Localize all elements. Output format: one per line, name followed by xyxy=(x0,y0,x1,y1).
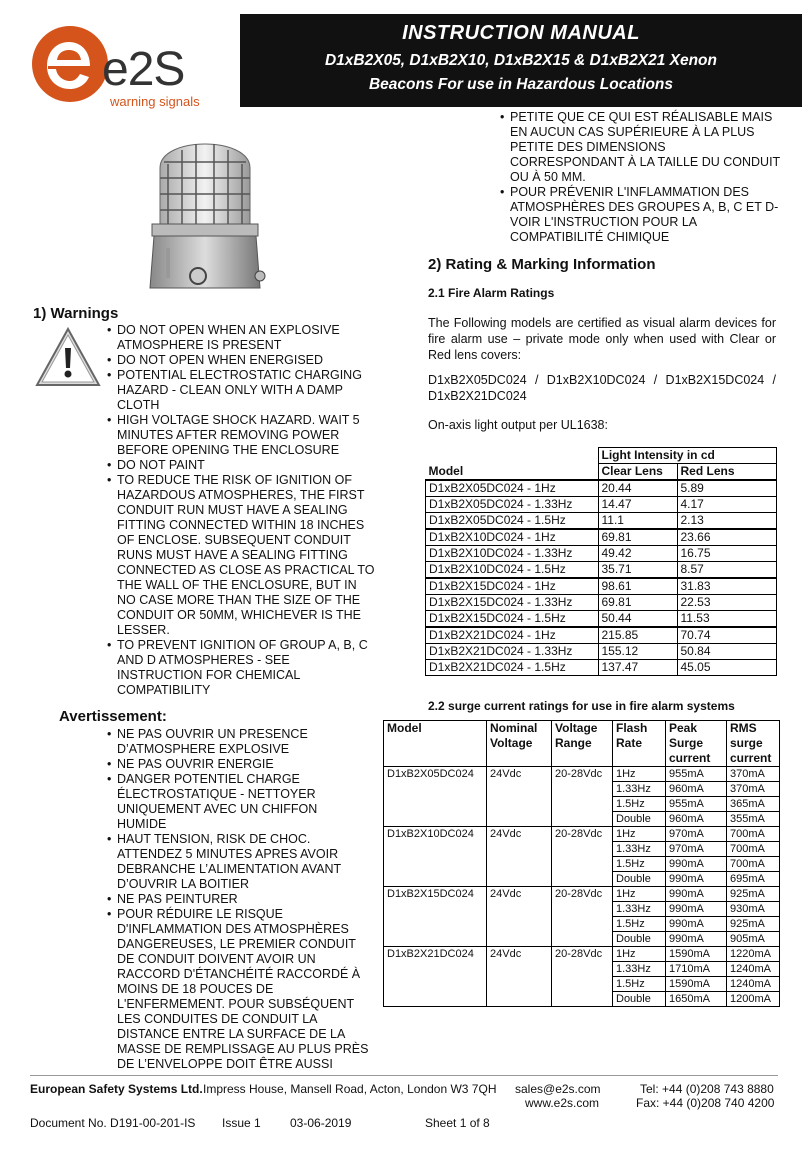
cell-model: D1xB2X15DC024 - 1.33Hz xyxy=(426,595,599,611)
cell-model: D1xB2X21DC024 xyxy=(384,947,487,1007)
list-item xyxy=(107,892,369,907)
cell-clear-lens: 20.44 xyxy=(598,480,677,497)
cell-peak-surge: 990mA xyxy=(666,872,727,887)
models-line: D1xB2X05DC024 / D1xB2X10DC024 / D1xB2X15DC024 / D1xB2X21DC024 xyxy=(428,373,776,403)
doc-subtitle-line2: Beacons For use in Hazardous Locations xyxy=(368,76,674,93)
table-row xyxy=(426,562,777,579)
fire-alarm-paragraph: The Following models are certified as visual alarm devices for fire alarm use – private mode only when used with Clear or Red lens covers: xyxy=(428,316,776,362)
bullet-text: POTENTIAL ELECTROSTATIC CHARGING HAZARD - CLEAN ONLY WITH A DAMP CLOTH xyxy=(117,368,362,412)
cell-flash-rate: Double xyxy=(613,992,666,1007)
list-item xyxy=(107,832,369,892)
bullet-text: DO NOT PAINT xyxy=(117,458,205,472)
cell-peak-surge: 1710mA xyxy=(666,962,727,977)
list-item xyxy=(500,185,780,245)
table-row xyxy=(426,660,777,676)
cell-model: D1xB2X10DC024 - 1.33Hz xyxy=(426,546,599,562)
bullet-text: HAUT TENSION, RISK DE CHOC. ATTENDEZ 5 MINUTES APRES AVOIR DEBRANCHE L’ALIMENTATION AVANT D’OUVRIR LA BOITIER xyxy=(117,832,341,891)
footer-tel: Tel: +44 (0)208 743 8880 xyxy=(640,1082,774,1096)
table-row xyxy=(426,546,777,562)
bullet-text: POUR RÉDUIRE LE RISQUE D'INFLAMMATION DES ATMOSPHÈRES DANGEREUSES, LE PREMIER CONDUIT DE CONDUIT DOIVENT AVOIR UN RACCORD D'ÉTANCHÉITÉ RACCORDÉ À MOINS DE 18 POUCES DE L'ENFERMEMENT. POUR SUBSÉQUENT LES CONDUITES DE CONDUIT LA DISTANCE ENTRE LA SURFACE DE LA MASSE DE REMPLISSAGE AU PLUS PRÈS DE L’ENVELOPPE DOIT ÊTRE AUSSI xyxy=(117,907,369,1071)
cell-red-lens: 45.05 xyxy=(677,660,777,676)
cell-model: D1xB2X10DC024 xyxy=(384,827,487,887)
cell-clear-lens: 49.42 xyxy=(598,546,677,562)
cell-rms-surge: 365mA xyxy=(727,797,780,812)
list-item xyxy=(107,458,375,473)
cell-peak-surge: 990mA xyxy=(666,932,727,947)
cell-flash-rate: 1.33Hz xyxy=(613,842,666,857)
table-row xyxy=(384,767,780,782)
cell-peak-surge: 990mA xyxy=(666,857,727,872)
cell-flash-rate: 1.5Hz xyxy=(613,977,666,992)
cell-red-lens: 11.53 xyxy=(677,611,777,628)
header-red-lens: Red Lens xyxy=(677,464,777,481)
cell-flash-rate: 1Hz xyxy=(613,767,666,782)
cell-red-lens: 31.83 xyxy=(677,578,777,595)
cell-rms-surge: 925mA xyxy=(727,917,780,932)
bullet-text: POUR PRÉVENIR L'INFLAMMATION DES ATMOSPHÈRES DES GROUPES A, B, C ET D-VOIR L'INSTRUCTION POUR LA COMPATIBILITÉ CHIMIQUE xyxy=(510,185,779,244)
cell-flash-rate: 1.33Hz xyxy=(613,782,666,797)
cell-red-lens: 50.84 xyxy=(677,644,777,660)
cell-model: D1xB2X15DC024 - 1Hz xyxy=(426,578,599,595)
bullet-text: NE PAS OUVRIR ENERGIE xyxy=(117,757,274,771)
cell-peak-surge: 970mA xyxy=(666,827,727,842)
table-row xyxy=(426,644,777,660)
cell-nominal-voltage: 24Vdc xyxy=(487,887,552,947)
cell-rms-surge: 1240mA xyxy=(727,962,780,977)
light-intensity-table xyxy=(425,447,777,676)
cell-rms-surge: 1240mA xyxy=(727,977,780,992)
header-peak-surge: Peak Surge current xyxy=(666,721,727,767)
cell-rms-surge: 1200mA xyxy=(727,992,780,1007)
list-item xyxy=(107,638,375,698)
cell-peak-surge: 960mA xyxy=(666,782,727,797)
cell-red-lens: 23.66 xyxy=(677,529,777,546)
list-item xyxy=(107,368,375,413)
cell-voltage-range: 20-28Vdc xyxy=(552,947,613,1007)
table-row xyxy=(426,595,777,611)
cell-model: D1xB2X05DC024 - 1.33Hz xyxy=(426,497,599,513)
cell-flash-rate: 1Hz xyxy=(613,947,666,962)
header-clear-lens: Clear Lens xyxy=(598,464,677,481)
cell-peak-surge: 960mA xyxy=(666,812,727,827)
cell-flash-rate: 1Hz xyxy=(613,887,666,902)
cell-flash-rate: 1.5Hz xyxy=(613,917,666,932)
cell-model: D1xB2X05DC024 - 1Hz xyxy=(426,480,599,497)
table-row xyxy=(426,513,777,530)
bullet-text: HIGH VOLTAGE SHOCK HAZARD. WAIT 5 MINUTES AFTER REMOVING POWER BEFORE OPENING THE ENCLOSURE xyxy=(117,413,360,457)
cell-model: D1xB2X10DC024 - 1.5Hz xyxy=(426,562,599,579)
cell-rms-surge: 355mA xyxy=(727,812,780,827)
cell-rms-surge: 700mA xyxy=(727,827,780,842)
cell-clear-lens: 155.12 xyxy=(598,644,677,660)
cell-rms-surge: 695mA xyxy=(727,872,780,887)
bullet-text: DO NOT OPEN WHEN ENERGISED xyxy=(117,353,324,367)
cell-rms-surge: 930mA xyxy=(727,902,780,917)
cell-clear-lens: 14.47 xyxy=(598,497,677,513)
cell-peak-surge: 955mA xyxy=(666,767,727,782)
bullet-text: TO PREVENT IGNITION OF GROUP A, B, C AND D ATMOSPHERES - SEE INSTRUCTION FOR CHEMICAL COMPATIBILITY xyxy=(117,638,368,697)
avertissement-heading: Avertissement: xyxy=(59,708,167,725)
header-flash-rate: Flash Rate xyxy=(613,721,666,767)
cell-peak-surge: 1590mA xyxy=(666,947,727,962)
bullet-text: DANGER POTENTIEL CHARGE ÉLECTROSTATIQUE - NETTOYER UNIQUEMENT AVEC UN CHIFFON HUMIDE xyxy=(117,772,318,831)
cell-clear-lens: 69.81 xyxy=(598,595,677,611)
cell-red-lens: 2.13 xyxy=(677,513,777,530)
warnings-list xyxy=(107,323,375,698)
surge-table-body xyxy=(384,767,780,1007)
cell-red-lens: 22.53 xyxy=(677,595,777,611)
cell-clear-lens: 11.1 xyxy=(598,513,677,530)
cell-peak-surge: 990mA xyxy=(666,902,727,917)
surge-current-table xyxy=(383,720,780,1007)
footer-doc-number: Document No. D191-00-201-IS xyxy=(30,1116,196,1130)
cell-model: D1xB2X21DC024 - 1.33Hz xyxy=(426,644,599,660)
cell-peak-surge: 990mA xyxy=(666,917,727,932)
list-item xyxy=(107,323,375,353)
table-row xyxy=(426,611,777,628)
cell-flash-rate: Double xyxy=(613,872,666,887)
cell-rms-surge: 1220mA xyxy=(727,947,780,962)
cell-red-lens: 70.74 xyxy=(677,627,777,644)
footer-issue: Issue 1 xyxy=(222,1116,261,1130)
header-voltage-range: Voltage Range xyxy=(552,721,613,767)
beacon-image xyxy=(140,128,270,300)
cell-red-lens: 4.17 xyxy=(677,497,777,513)
footer-divider xyxy=(30,1075,778,1076)
cell-clear-lens: 69.81 xyxy=(598,529,677,546)
list-item xyxy=(107,772,369,832)
cell-rms-surge: 370mA xyxy=(727,767,780,782)
bullet-text: DO NOT OPEN WHEN AN EXPLOSIVE ATMOSPHERE IS PRESENT xyxy=(117,323,340,352)
list-item xyxy=(107,727,369,757)
logo-e-mark-icon xyxy=(30,22,110,106)
light-table-body xyxy=(426,480,777,676)
header-model: Model xyxy=(426,448,599,481)
header-nominal-voltage: Nominal Voltage xyxy=(487,721,552,767)
header-model: Model xyxy=(384,721,487,767)
header-light-intensity: Light Intensity in cd xyxy=(598,448,777,464)
cell-rms-surge: 925mA xyxy=(727,887,780,902)
table-row xyxy=(426,578,777,595)
cell-red-lens: 16.75 xyxy=(677,546,777,562)
cell-model: D1xB2X10DC024 - 1Hz xyxy=(426,529,599,546)
rating-heading: 2) Rating & Marking Information xyxy=(428,256,656,273)
fire-alarm-ratings-subheading: 2.1 Fire Alarm Ratings xyxy=(428,286,555,300)
cell-clear-lens: 215.85 xyxy=(598,627,677,644)
cell-model: D1xB2X05DC024 - 1.5Hz xyxy=(426,513,599,530)
list-item xyxy=(107,907,369,1072)
table-row xyxy=(426,529,777,546)
cell-nominal-voltage: 24Vdc xyxy=(487,767,552,827)
cell-clear-lens: 98.61 xyxy=(598,578,677,595)
table-row xyxy=(384,887,780,902)
e2s-logo xyxy=(30,22,230,112)
cell-peak-surge: 970mA xyxy=(666,842,727,857)
cell-flash-rate: 1Hz xyxy=(613,827,666,842)
cell-flash-rate: 1.33Hz xyxy=(613,902,666,917)
cell-flash-rate: 1.5Hz xyxy=(613,857,666,872)
footer-sheet: Sheet 1 of 8 xyxy=(425,1116,490,1130)
cell-model: D1xB2X05DC024 xyxy=(384,767,487,827)
footer-company: European Safety Systems Ltd. xyxy=(30,1082,203,1096)
logo-brand-text: e2S xyxy=(102,43,185,96)
table-row xyxy=(426,497,777,513)
table-row xyxy=(384,947,780,962)
cell-red-lens: 5.89 xyxy=(677,480,777,497)
header-rms-surge: RMS surge current xyxy=(727,721,780,767)
cell-model: D1xB2X21DC024 - 1.5Hz xyxy=(426,660,599,676)
footer-date: 03-06-2019 xyxy=(290,1116,352,1130)
cell-peak-surge: 955mA xyxy=(666,797,727,812)
cell-nominal-voltage: 24Vdc xyxy=(487,827,552,887)
footer-address: Impress House, Mansell Road, Acton, London W3 7QH xyxy=(203,1082,497,1096)
cell-flash-rate: 1.33Hz xyxy=(613,962,666,977)
footer-email[interactable]: sales@e2s.com xyxy=(515,1082,601,1096)
cell-flash-rate: 1.5Hz xyxy=(613,797,666,812)
cell-clear-lens: 35.71 xyxy=(598,562,677,579)
cell-clear-lens: 137.47 xyxy=(598,660,677,676)
light-output-paragraph: On-axis light output per UL1638: xyxy=(428,418,608,432)
avertissement-list xyxy=(107,727,369,1072)
doc-subtitle-line1: D1xB2X05, D1xB2X10, D1xB2X15 & D1xB2X21 Xenon xyxy=(324,52,717,69)
list-item xyxy=(107,757,369,772)
warnings-heading: 1) Warnings xyxy=(33,305,119,322)
cell-voltage-range: 20-28Vdc xyxy=(552,827,613,887)
warning-triangle-icon xyxy=(34,326,102,388)
cell-nominal-voltage: 24Vdc xyxy=(487,947,552,1007)
surge-subheading: 2.2 surge current ratings for use in fire alarm systems xyxy=(428,699,735,713)
cell-voltage-range: 20-28Vdc xyxy=(552,887,613,947)
header-banner xyxy=(240,14,802,107)
cell-red-lens: 8.57 xyxy=(677,562,777,579)
cell-voltage-range: 20-28Vdc xyxy=(552,767,613,827)
cell-rms-surge: 700mA xyxy=(727,857,780,872)
cell-peak-surge: 1650mA xyxy=(666,992,727,1007)
footer-fax: Fax: +44 (0)208 740 4200 xyxy=(636,1096,775,1110)
list-item xyxy=(107,353,375,368)
bullet-text: NE PAS OUVRIR UN PRESENCE D’ATMOSPHERE EXPLOSIVE xyxy=(117,727,308,756)
cell-rms-surge: 905mA xyxy=(727,932,780,947)
right-top-bullets xyxy=(500,110,780,245)
cell-flash-rate: Double xyxy=(613,932,666,947)
cell-model: D1xB2X15DC024 xyxy=(384,887,487,947)
cell-flash-rate: Double xyxy=(613,812,666,827)
logo-tagline: warning signals xyxy=(110,94,200,109)
bullet-text: TO REDUCE THE RISK OF IGNITION OF HAZARDOUS ATMOSPHERES, THE FIRST CONDUIT RUN MUST HAVE A SEALING FITTING CONNECTED WITHIN 18 INCHES OF ENCLOSE. SUBSEQUENT CONDUIT RUNS MUST HAVE A SEALING FITTING CONNECTED AS CLOSE AS PRACTICAL TO THE WALL OF THE ENCLOSURE, BUT IN NO CASE MORE THAN THE SIZE OF THE CONDUIT OR 50MM, WHICHEVER IS THE LESSER. xyxy=(117,473,375,637)
list-item xyxy=(107,413,375,458)
table-row xyxy=(426,627,777,644)
footer-website[interactable]: www.e2s.com xyxy=(525,1096,600,1110)
list-item xyxy=(500,110,780,185)
table-row xyxy=(426,480,777,497)
cell-peak-surge: 1590mA xyxy=(666,977,727,992)
cell-model: D1xB2X15DC024 - 1.5Hz xyxy=(426,611,599,628)
cell-rms-surge: 370mA xyxy=(727,782,780,797)
cell-clear-lens: 50.44 xyxy=(598,611,677,628)
cell-peak-surge: 990mA xyxy=(666,887,727,902)
doc-title: INSTRUCTION MANUAL xyxy=(402,22,640,44)
cell-model: D1xB2X21DC024 - 1Hz xyxy=(426,627,599,644)
list-item xyxy=(107,473,375,638)
bullet-text: NE PAS PEINTURER xyxy=(117,892,238,906)
cell-rms-surge: 700mA xyxy=(727,842,780,857)
bullet-text: PETITE QUE CE QUI EST RÉALISABLE MAIS EN AUCUN CAS SUPÉRIEURE À LA PLUS PETITE DES DIMENSIONS CORRESPONDANT À LA TAILLE DU CONDUIT OU À 50 MM. xyxy=(510,110,780,184)
table-row xyxy=(384,827,780,842)
